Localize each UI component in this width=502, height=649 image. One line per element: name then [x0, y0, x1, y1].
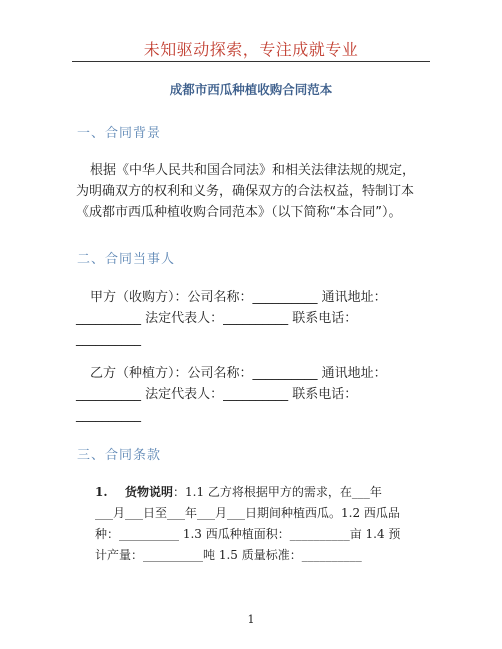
party-a-paragraph: [76, 287, 426, 350]
item-text: ：1.1 乙方将根据甲方的需求，在___年: [173, 485, 382, 499]
item-line: ___月___日至___年___月___日期间种植西瓜。1.2 西瓜品: [95, 506, 400, 520]
paragraph-line: 乙方（种植方）：公司名称：__________ 通讯地址：: [90, 366, 387, 381]
party-b-paragraph: [76, 363, 426, 426]
item-label: 货物说明: [125, 485, 174, 499]
terms-item-1: [95, 482, 425, 566]
paragraph-line: __________ 法定代表人：__________ 联系电话：: [76, 387, 358, 402]
item-line: 计产量：__________吨 1.5 质量标准：__________: [95, 548, 362, 562]
section-heading-parties: 二、合同当事人: [77, 252, 176, 267]
item-first-line: [81, 482, 425, 503]
paragraph-line: __________: [76, 408, 141, 423]
page-header-slogan: 未知驱动探索，专注成就专业: [143, 40, 359, 59]
header-divider: [72, 61, 430, 62]
paragraph-line: 甲方（收购方）：公司名称：__________ 通讯地址：: [90, 290, 387, 305]
paragraph-line: 为明确双方的权利和义务，确保双方的合法权益，特制订本: [76, 184, 415, 199]
paragraph-line: 根据《中华人民共和国合同法》和相关法律法规的规定，: [90, 163, 416, 178]
paragraph-line: __________ 法定代表人：__________ 联系电话：: [76, 311, 358, 326]
item-number: 1.: [95, 485, 108, 499]
document-title: 成都市西瓜种植收购合同范本: [169, 82, 333, 97]
paragraph-line: 《成都市西瓜种植收购合同范本》（以下简称“本合同”）。: [76, 205, 402, 220]
item-line: 种：__________ 1.3 西瓜种植面积：__________亩 1.4 预: [95, 527, 401, 541]
paragraph-line: __________: [76, 332, 141, 347]
section-heading-background: 一、合同背景: [77, 126, 162, 141]
background-paragraph: [76, 160, 426, 223]
section-heading-terms: 三、合同条款: [77, 448, 162, 463]
page-number: 1: [247, 613, 255, 626]
